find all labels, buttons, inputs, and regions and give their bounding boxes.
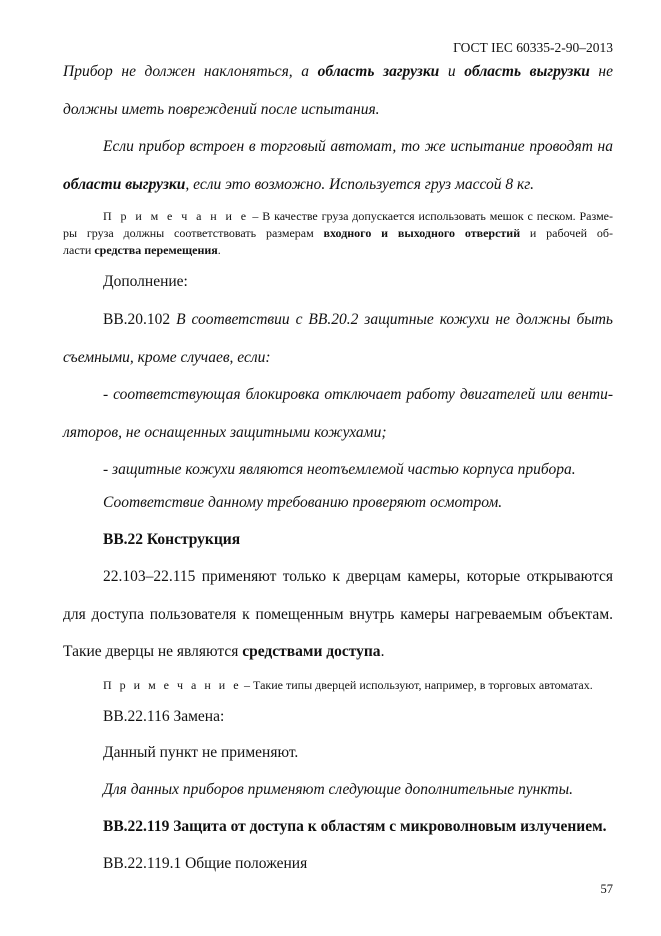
note-line: ласти средства перемещения. [63, 243, 221, 257]
list-item: - защитные кожухи являются неотъемлемой частью корпуса прибора. [103, 461, 576, 478]
note-line: П р и м е ч а н и е – Такие типы дверцей используют, например, в торговых автоматах. [103, 678, 593, 692]
paragraph-line: 22.103–22.115 применяют только к дверцам камеры, которые открываются [103, 568, 613, 585]
subsection-heading: ВВ.22.119.1 Общие положения [103, 855, 308, 872]
clause-line: ВВ.22.116 Замена: [103, 708, 225, 725]
document-header: ГОСТ IEC 60335-2-90–2013 [453, 40, 613, 55]
note-line: П р и м е ч а н и е – В качестве груза допускается использовать мешок с песком. Разме- [103, 209, 613, 223]
note-label: П р и м е ч а н и е [103, 678, 242, 692]
paragraph-line: Данный пункт не применяют. [103, 744, 299, 761]
term: входного и выходного отверстий [323, 226, 521, 240]
term: область загрузки [317, 63, 440, 80]
section-heading: ВВ.22.119 Защита от доступа к областям с микроволновым излучением. [103, 818, 607, 835]
paragraph-line: области выгрузки, если это возможно. Используется груз массой 8 кг. [63, 176, 534, 193]
note-label: П р и м е ч а н и е [103, 209, 249, 223]
list-item: - соответствующая блокировка отключает работу двигателей или венти- [103, 386, 613, 403]
section-heading: ВВ.22 Конструкция [103, 531, 241, 548]
paragraph-line: Если прибор встроен в торговый автомат, то же испытание проводят на [103, 138, 613, 155]
term: область выгрузки [464, 63, 590, 80]
addition-label: Дополнение: [103, 273, 188, 290]
term: средства перемещения [94, 243, 218, 257]
paragraph-line: для доступа пользователя к помещенным внутрь камеры нагреваемым объектам. [63, 606, 613, 623]
paragraph-line: Такие дверцы не являются средствами доступа. [63, 643, 385, 660]
clause-line: съемными, кроме случаев, если: [63, 349, 271, 366]
term: средствами доступа [242, 643, 381, 660]
compliance-text: Соответствие данному требованию проверяют осмотром. [103, 494, 503, 511]
term: области выгрузки [63, 176, 186, 193]
note-line: ры груза должны соответствовать размерам входного и выходного отверстий и рабочей об- [63, 226, 613, 240]
paragraph-line: должны иметь повреждений после испытания. [63, 101, 380, 118]
paragraph-line: Прибор не должен наклоняться, а область загрузки и область выгрузки не [63, 63, 613, 80]
paragraph-line: Для данных приборов применяют следующие дополнительные пункты. [103, 781, 573, 798]
page-number: 57 [600, 882, 613, 896]
list-item: ляторов, не оснащенных защитными кожухами; [63, 424, 387, 441]
clause-number: ВВ.20.102 [103, 311, 177, 328]
clause-line: ВВ.20.102 В соответствии с ВВ.20.2 защитные кожухи не должны быть [103, 311, 613, 328]
